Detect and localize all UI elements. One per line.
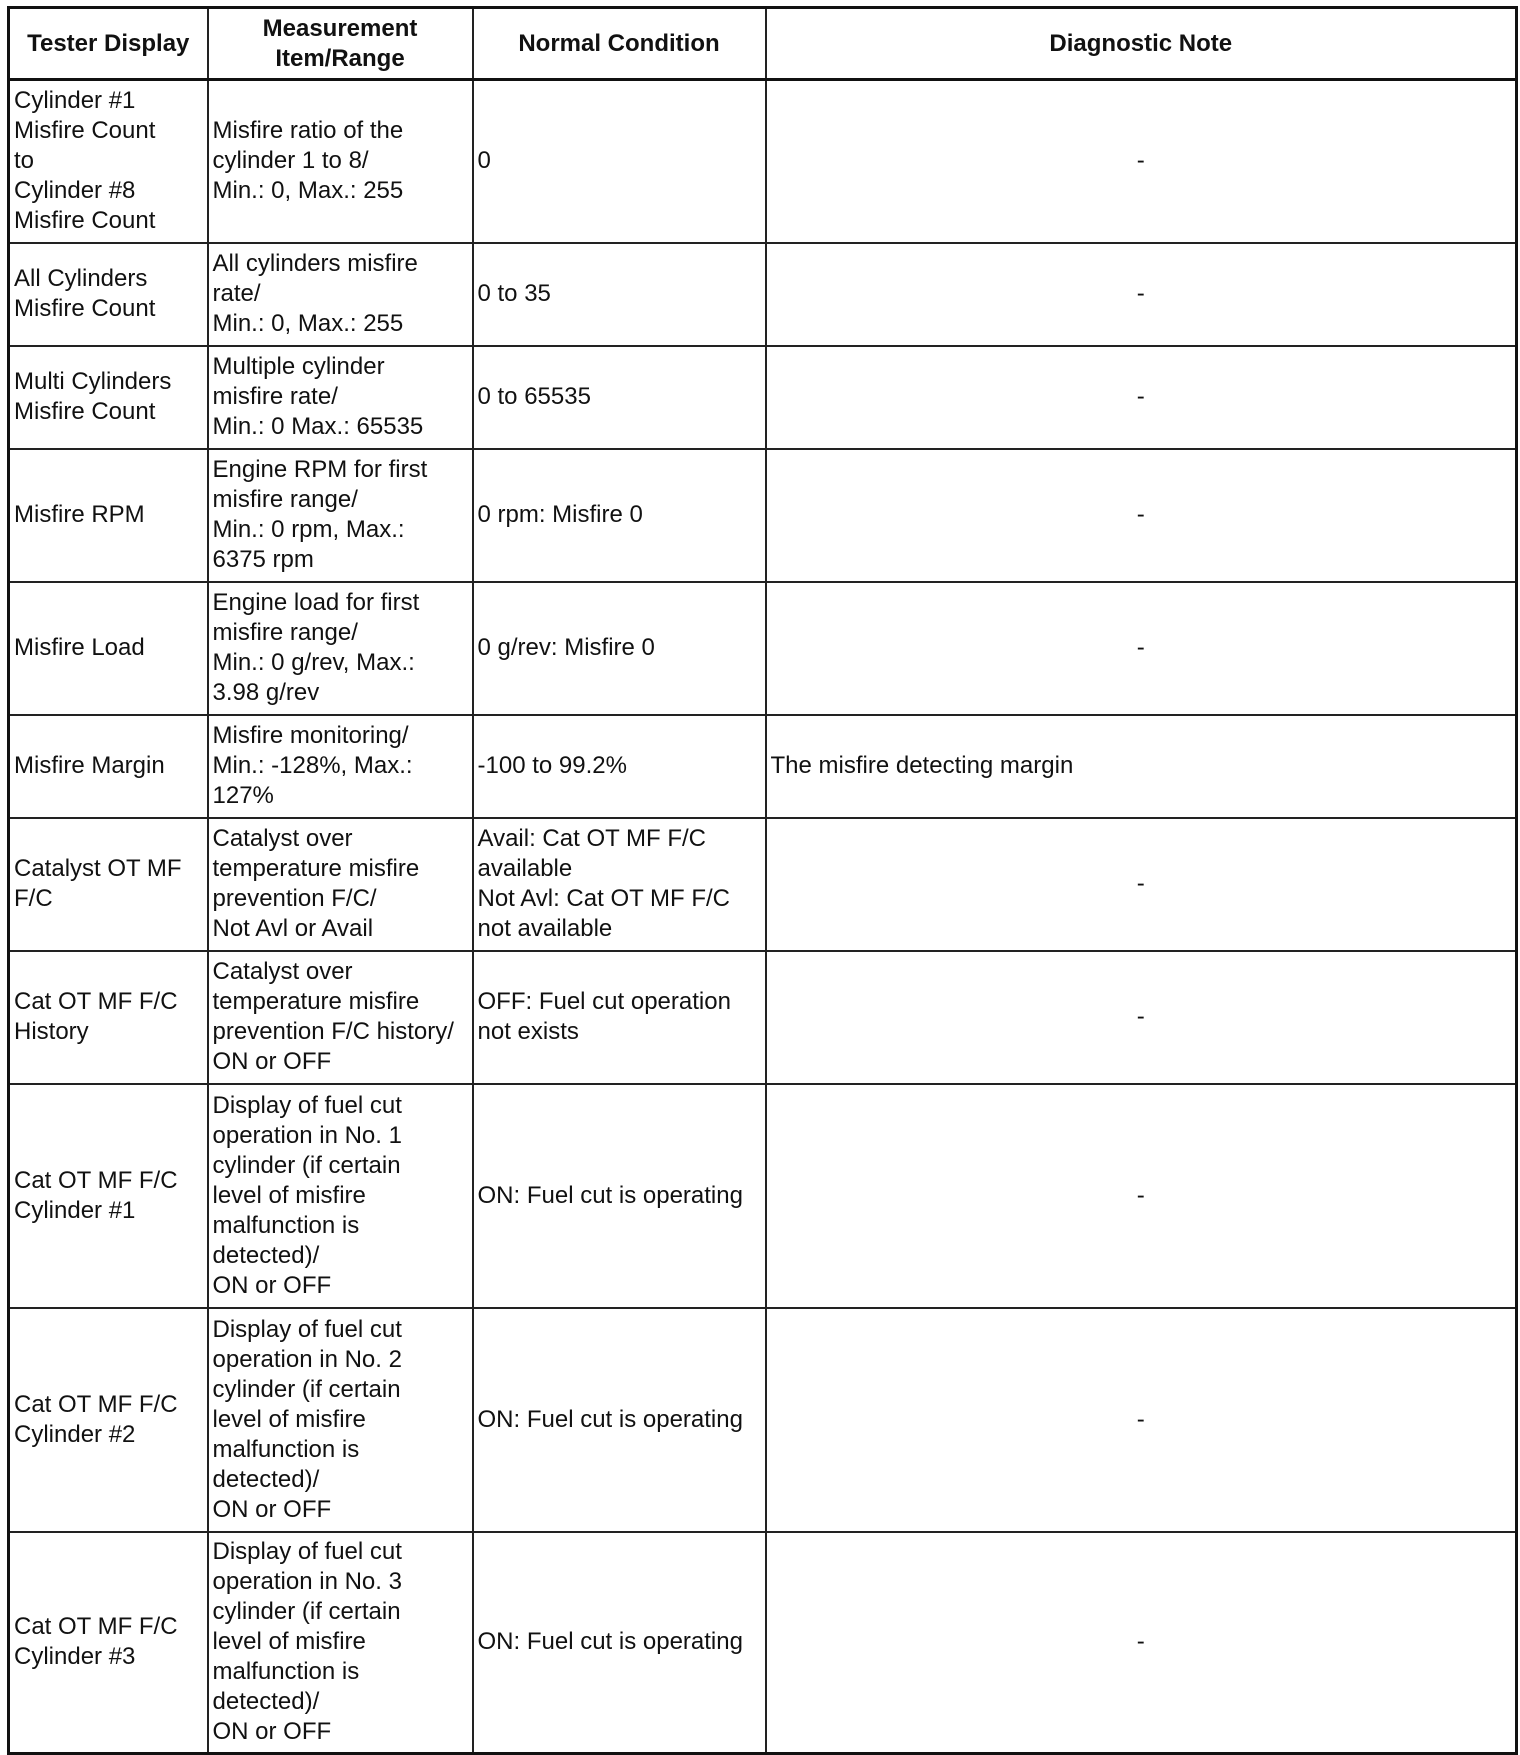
measurement-range-cell: Display of fuel cut operation in No. 1 cylinder (if certain level of misfire malfunction is detected)/ ON or OFF xyxy=(208,1084,473,1308)
measurement-range-cell: Multiple cylinder misfire rate/ Min.: 0 Max.: 65535 xyxy=(208,346,473,449)
normal-condition-cell: ON: Fuel cut is operating xyxy=(473,1532,766,1754)
tester-display-cell: Multi Cylinders Misfire Count xyxy=(9,346,208,449)
normal-condition-cell: ON: Fuel cut is operating xyxy=(473,1084,766,1308)
measurement-range-cell: Catalyst over temperature misfire prevention F/C history/ ON or OFF xyxy=(208,951,473,1084)
measurement-range-cell: Engine load for first misfire range/ Min.: 0 g/rev, Max.: 3.98 g/rev xyxy=(208,582,473,715)
diagnostic-note-cell: - xyxy=(766,449,1517,582)
normal-condition-cell: -100 to 99.2% xyxy=(473,715,766,818)
tester-display-cell: Cat OT MF F/C Cylinder #2 xyxy=(9,1308,208,1532)
table-row xyxy=(9,1532,1517,1754)
table-row xyxy=(9,346,1517,449)
header-normal-condition: Normal Condition xyxy=(473,8,766,80)
data-list-table xyxy=(7,6,1518,1755)
table-row xyxy=(9,80,1517,243)
table-row xyxy=(9,1084,1517,1308)
normal-condition-cell: 0 to 65535 xyxy=(473,346,766,449)
measurement-range-cell: Display of fuel cut operation in No. 3 cylinder (if certain level of misfire malfunction is detected)/ ON or OFF xyxy=(208,1532,473,1754)
normal-condition-cell: 0 rpm: Misfire 0 xyxy=(473,449,766,582)
table-row xyxy=(9,951,1517,1084)
normal-condition-cell: 0 to 35 xyxy=(473,243,766,346)
header-row xyxy=(9,8,1517,80)
table-row xyxy=(9,715,1517,818)
measurement-range-cell: Engine RPM for first misfire range/ Min.: 0 rpm, Max.: 6375 rpm xyxy=(208,449,473,582)
diagnostic-note-cell: - xyxy=(766,1532,1517,1754)
diagnostic-note-cell: - xyxy=(766,80,1517,243)
header-diagnostic-note: Diagnostic Note xyxy=(766,8,1517,80)
tester-display-cell: Cylinder #1 Misfire Count to Cylinder #8 Misfire Count xyxy=(9,80,208,243)
normal-condition-cell: ON: Fuel cut is operating xyxy=(473,1308,766,1532)
normal-condition-cell: 0 xyxy=(473,80,766,243)
normal-condition-cell: OFF: Fuel cut operation not exists xyxy=(473,951,766,1084)
diagnostic-note-cell: - xyxy=(766,818,1517,951)
measurement-range-cell: Catalyst over temperature misfire prevention F/C/ Not Avl or Avail xyxy=(208,818,473,951)
diagnostic-note-cell: - xyxy=(766,951,1517,1084)
diagnostic-note-cell: The misfire detecting margin xyxy=(766,715,1517,818)
tester-display-cell: Misfire RPM xyxy=(9,449,208,582)
tester-display-cell: Cat OT MF F/C Cylinder #1 xyxy=(9,1084,208,1308)
data-list-table-frame xyxy=(7,6,1515,1746)
diagnostic-note-cell: - xyxy=(766,346,1517,449)
normal-condition-cell: Avail: Cat OT MF F/C available Not Avl: Cat OT MF F/C not available xyxy=(473,818,766,951)
table-row xyxy=(9,449,1517,582)
header-measurement-item-range: Measurement Item/Range xyxy=(208,8,473,80)
tester-display-cell: Cat OT MF F/C History xyxy=(9,951,208,1084)
table-row xyxy=(9,243,1517,346)
table-row xyxy=(9,818,1517,951)
tester-display-cell: Misfire Load xyxy=(9,582,208,715)
measurement-range-cell: Display of fuel cut operation in No. 2 cylinder (if certain level of misfire malfunction is detected)/ ON or OFF xyxy=(208,1308,473,1532)
diagnostic-note-cell: - xyxy=(766,243,1517,346)
diagnostic-note-cell: - xyxy=(766,582,1517,715)
normal-condition-cell: 0 g/rev: Misfire 0 xyxy=(473,582,766,715)
tester-display-cell: All Cylinders Misfire Count xyxy=(9,243,208,346)
diagnostic-note-cell: - xyxy=(766,1084,1517,1308)
measurement-range-cell: Misfire ratio of the cylinder 1 to 8/ Min.: 0, Max.: 255 xyxy=(208,80,473,243)
tester-display-cell: Catalyst OT MF F/C xyxy=(9,818,208,951)
tester-display-cell: Cat OT MF F/C Cylinder #3 xyxy=(9,1532,208,1754)
measurement-range-cell: Misfire monitoring/ Min.: -128%, Max.: 127% xyxy=(208,715,473,818)
measurement-range-cell: All cylinders misfire rate/ Min.: 0, Max.: 255 xyxy=(208,243,473,346)
diagnostic-note-cell: - xyxy=(766,1308,1517,1532)
tester-display-cell: Misfire Margin xyxy=(9,715,208,818)
header-tester-display: Tester Display xyxy=(9,8,208,80)
table-row xyxy=(9,582,1517,715)
table-row xyxy=(9,1308,1517,1532)
